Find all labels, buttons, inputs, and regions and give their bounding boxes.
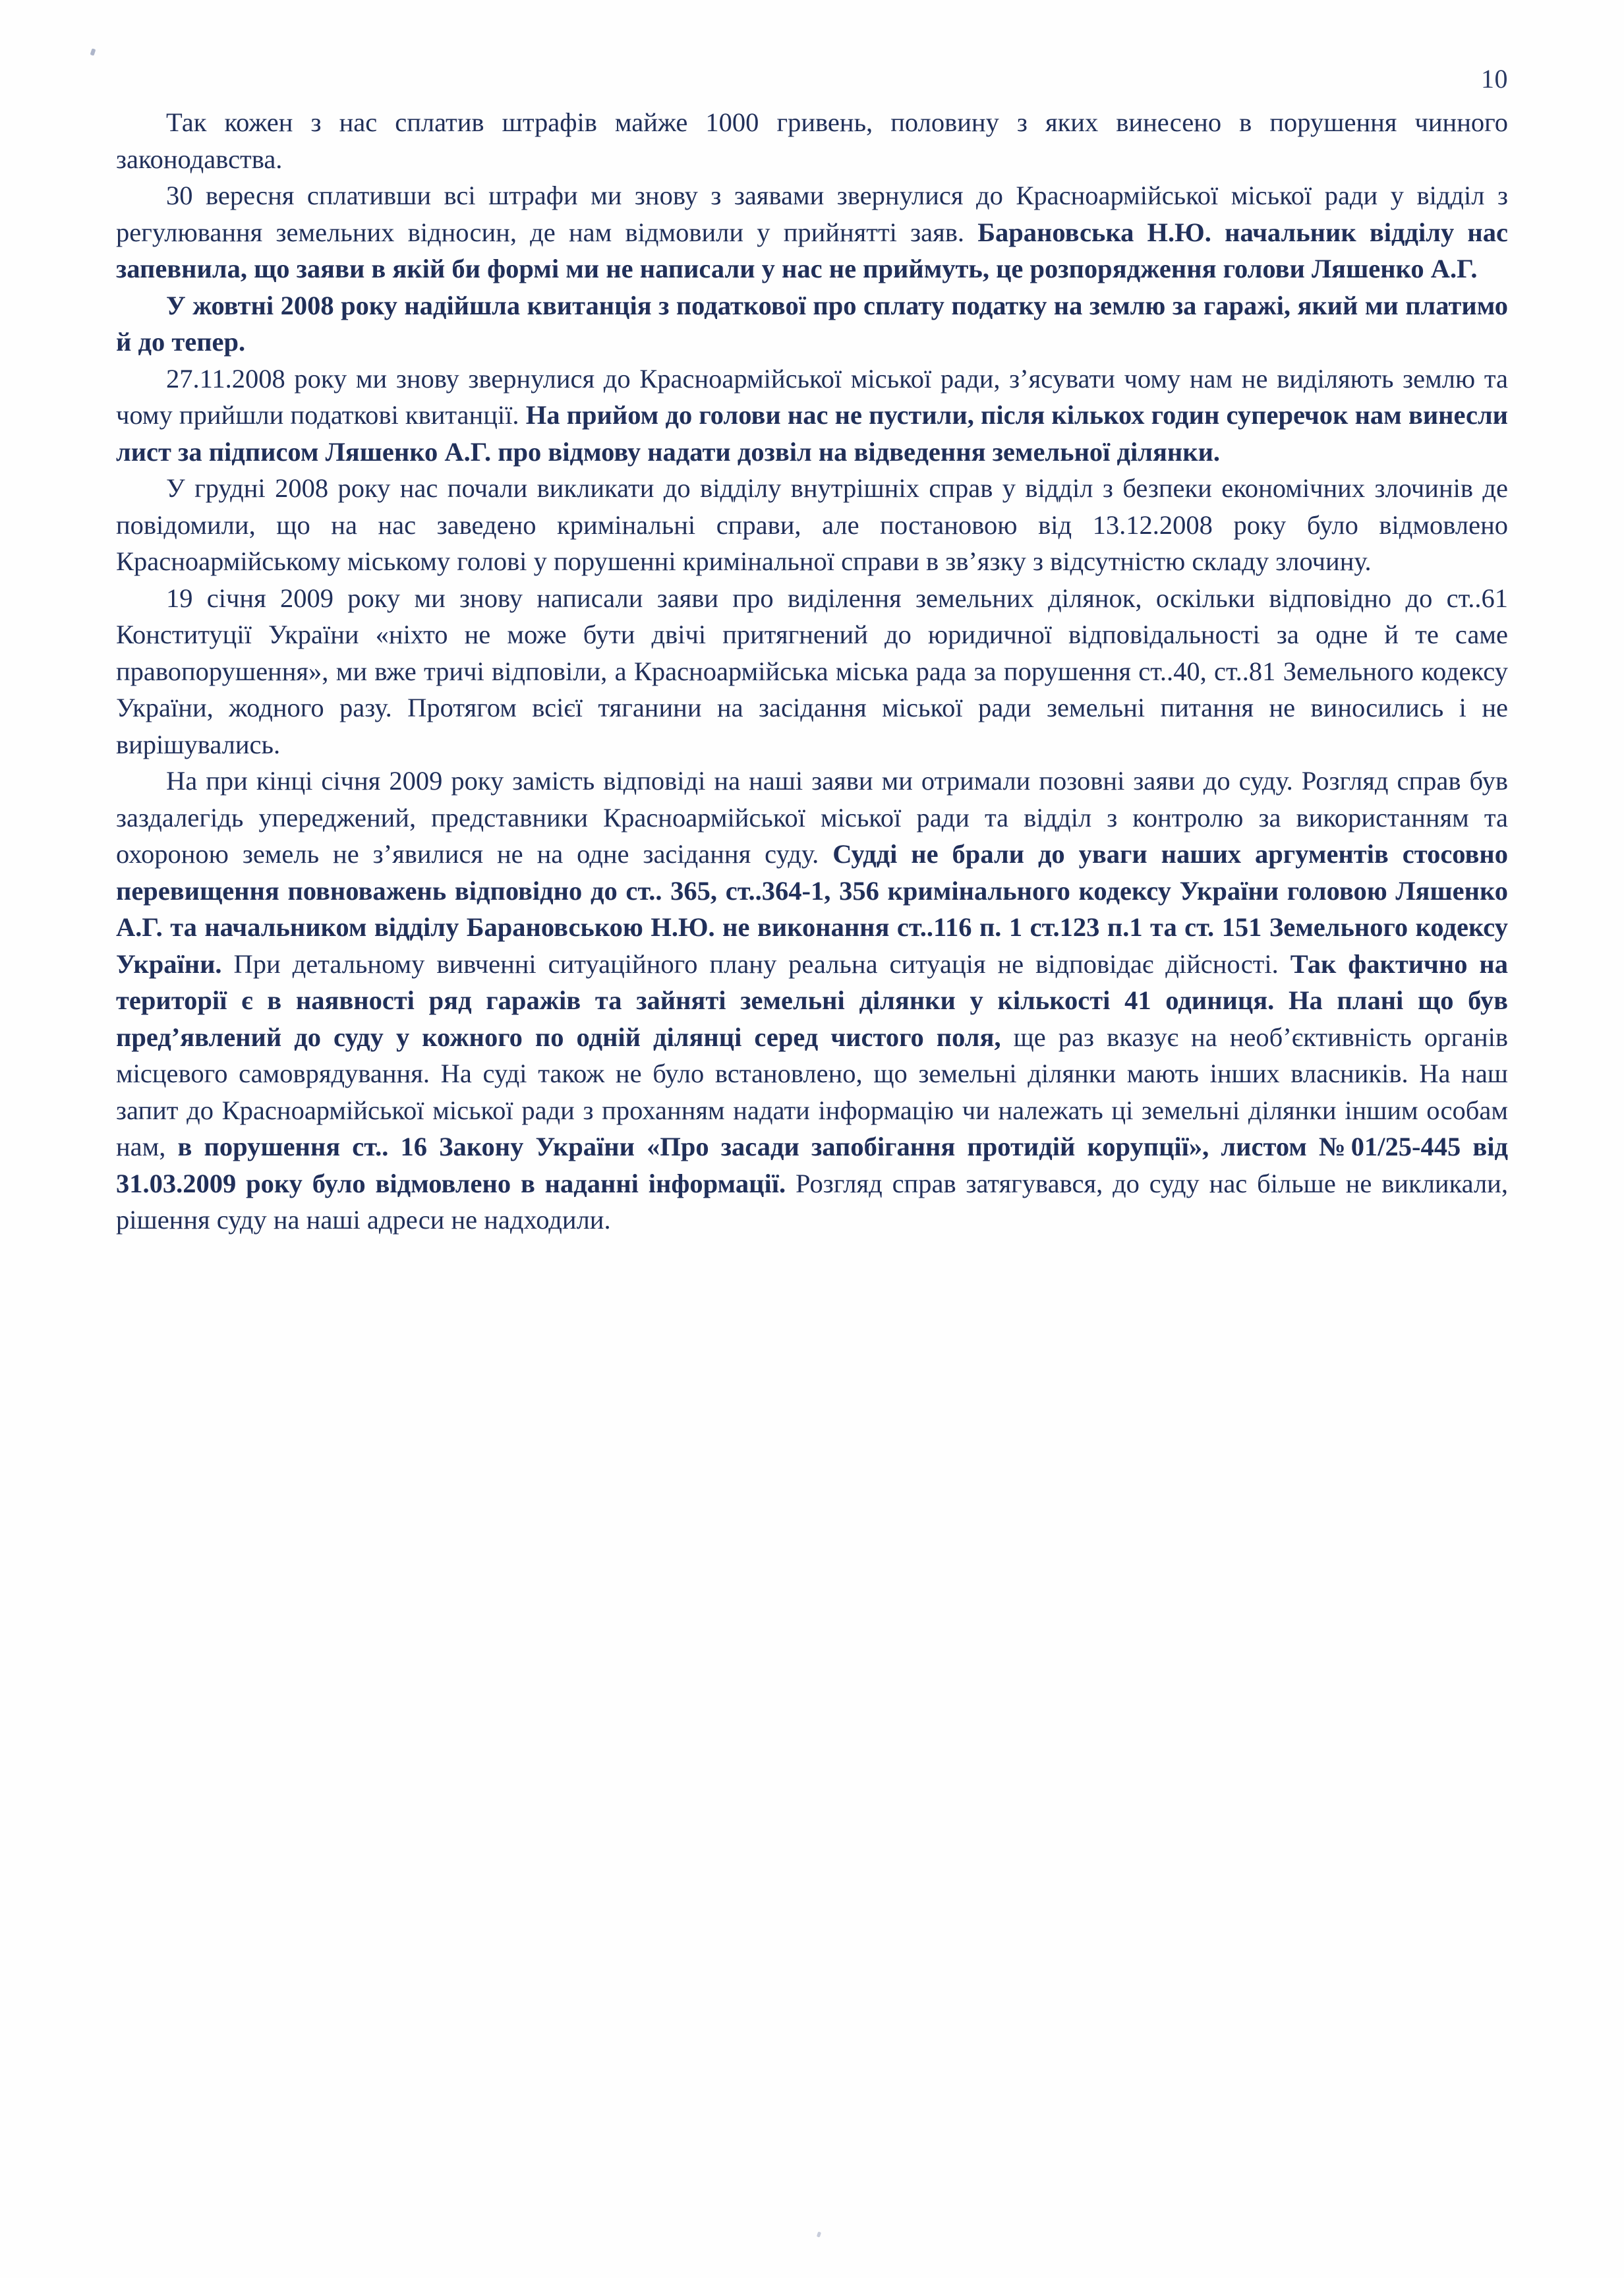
text-run: 27.11.2008 року ми знову звернулися до Красноармійської міської ради, з’ясувати чому нам не виділяють землю та чому прийшли податкові квитанції. xyxy=(116,363,1508,430)
text-run: Розгляд справ затягувався, до суду нас більше не викликали, рішення суду на наші адреси не надходили. xyxy=(116,1168,1508,1235)
text-run: ще раз вказує на необ’єктивність органів місцевого самоврядування. На суді також не було встановлено, що земельні ділянки мають інших власників. На наш запит до Красноармійської міської ради з проханням надати інформацію чи належать ці земельні ділянки іншим особам нам, xyxy=(116,1022,1508,1161)
page-number: 10 xyxy=(1481,64,1508,94)
text-run: 30 вересня сплативши всі штрафи ми знову з заявами звернулися до Красноармійської міської ради у відділ з регулювання земельних відносин, де нам відмовили у прийнятті заяв. xyxy=(116,181,1508,247)
emphasis-run: Судді не брали до уваги наших аргументів стосовно перевищення повноважень відповідно до ст.. 365, ст..364-1, 356 кримінального кодексу України головою Ляшенко А.Г. та начальником відділу Барановською Н.Ю. не виконання ст..116 п. 1 ст.123 п.1 та ст. 151 Земельного кодексу України. xyxy=(116,839,1508,979)
scan-speck xyxy=(817,2231,821,2237)
text-run: 19 січня 2009 року ми знову написали заяви про виділення земельних ділянок, оскільки відповідно до ст..61 Конституції України «ніхто не може бути двічі притягнений до юридичної відповідальності за одне й те саме правопорушення», ми вже тричі відповіли, а Красноармійська міська рада за порушення ст..40, ст..81 Земельного кодексу України, жодного разу. Протягом всієї тяганини на засідання міської ради земельні питання не виносились і не вирішувались. xyxy=(116,583,1508,759)
paragraph xyxy=(116,470,1508,580)
text-run: Так кожен з нас сплатив штрафів майже 1000 гривень, половину з яких винесено в порушення чинного законодавства. xyxy=(116,107,1508,174)
emphasis-run: Барановська Н.Ю. начальник відділу нас запевнила, що заяви в якій би формі ми не написали у нас не приймуть, це розпорядження голови Ляшенко А.Г. xyxy=(116,217,1508,283)
document-body xyxy=(116,104,1508,1239)
paragraph xyxy=(116,361,1508,471)
scan-speck xyxy=(90,48,96,55)
emphasis-run: Так фактично на території є в наявності ряд гаражів та зайняті земельні ділянки у кількості 41 одиниця. На плані що був пред’явлений до суду у кожного по одній ділянці серед чистого поля, xyxy=(116,949,1508,1052)
emphasis-run: У жовтні 2008 року надійшла квитанція з податкової про сплату податку на землю за гаражі, який ми платимо й до тепер. xyxy=(116,290,1508,357)
paragraph xyxy=(116,287,1508,361)
emphasis-run: На прийом до голови нас не пустили, після кількох годин суперечок нам винесли лист за підписом Ляшенко А.Г. про відмову надати дозвіл на відведення земельної ділянки. xyxy=(116,400,1508,467)
paragraph xyxy=(116,104,1508,177)
emphasis-run: в порушення ст.. 16 Закону України «Про засади запобігання протидій корупції», листом №01/25-445 від 31.03.2009 року було відмовлено в наданні інформації. xyxy=(116,1132,1508,1198)
text-run: У грудні 2008 року нас почали викликати до відділу внутрішніх справ у відділ з безпеки економічних злочинів де повідомили, що на нас заведено кримінальні справи, але постановою від 13.12.2008 року було відмовлено Красноармійському міському голові у порушенні кримінальної справи в зв’язку з відсутністю складу злочину. xyxy=(116,473,1508,576)
paragraph xyxy=(116,580,1508,763)
text-run: На при кінці січня 2009 року замість відповіді на наші заяви ми отримали позовні заяви до суду. Розгляд справ був заздалегідь упереджений, представники Красноармійської міської ради та відділ з контролю за використанням та охороною земель не з’явилися не на одне засідання суду. xyxy=(116,766,1508,869)
text-run: При детальному вивченні ситуаційного плану реальна ситуація не відповідає дійсності. xyxy=(233,949,1290,979)
paragraph xyxy=(116,763,1508,1239)
paragraph xyxy=(116,177,1508,287)
